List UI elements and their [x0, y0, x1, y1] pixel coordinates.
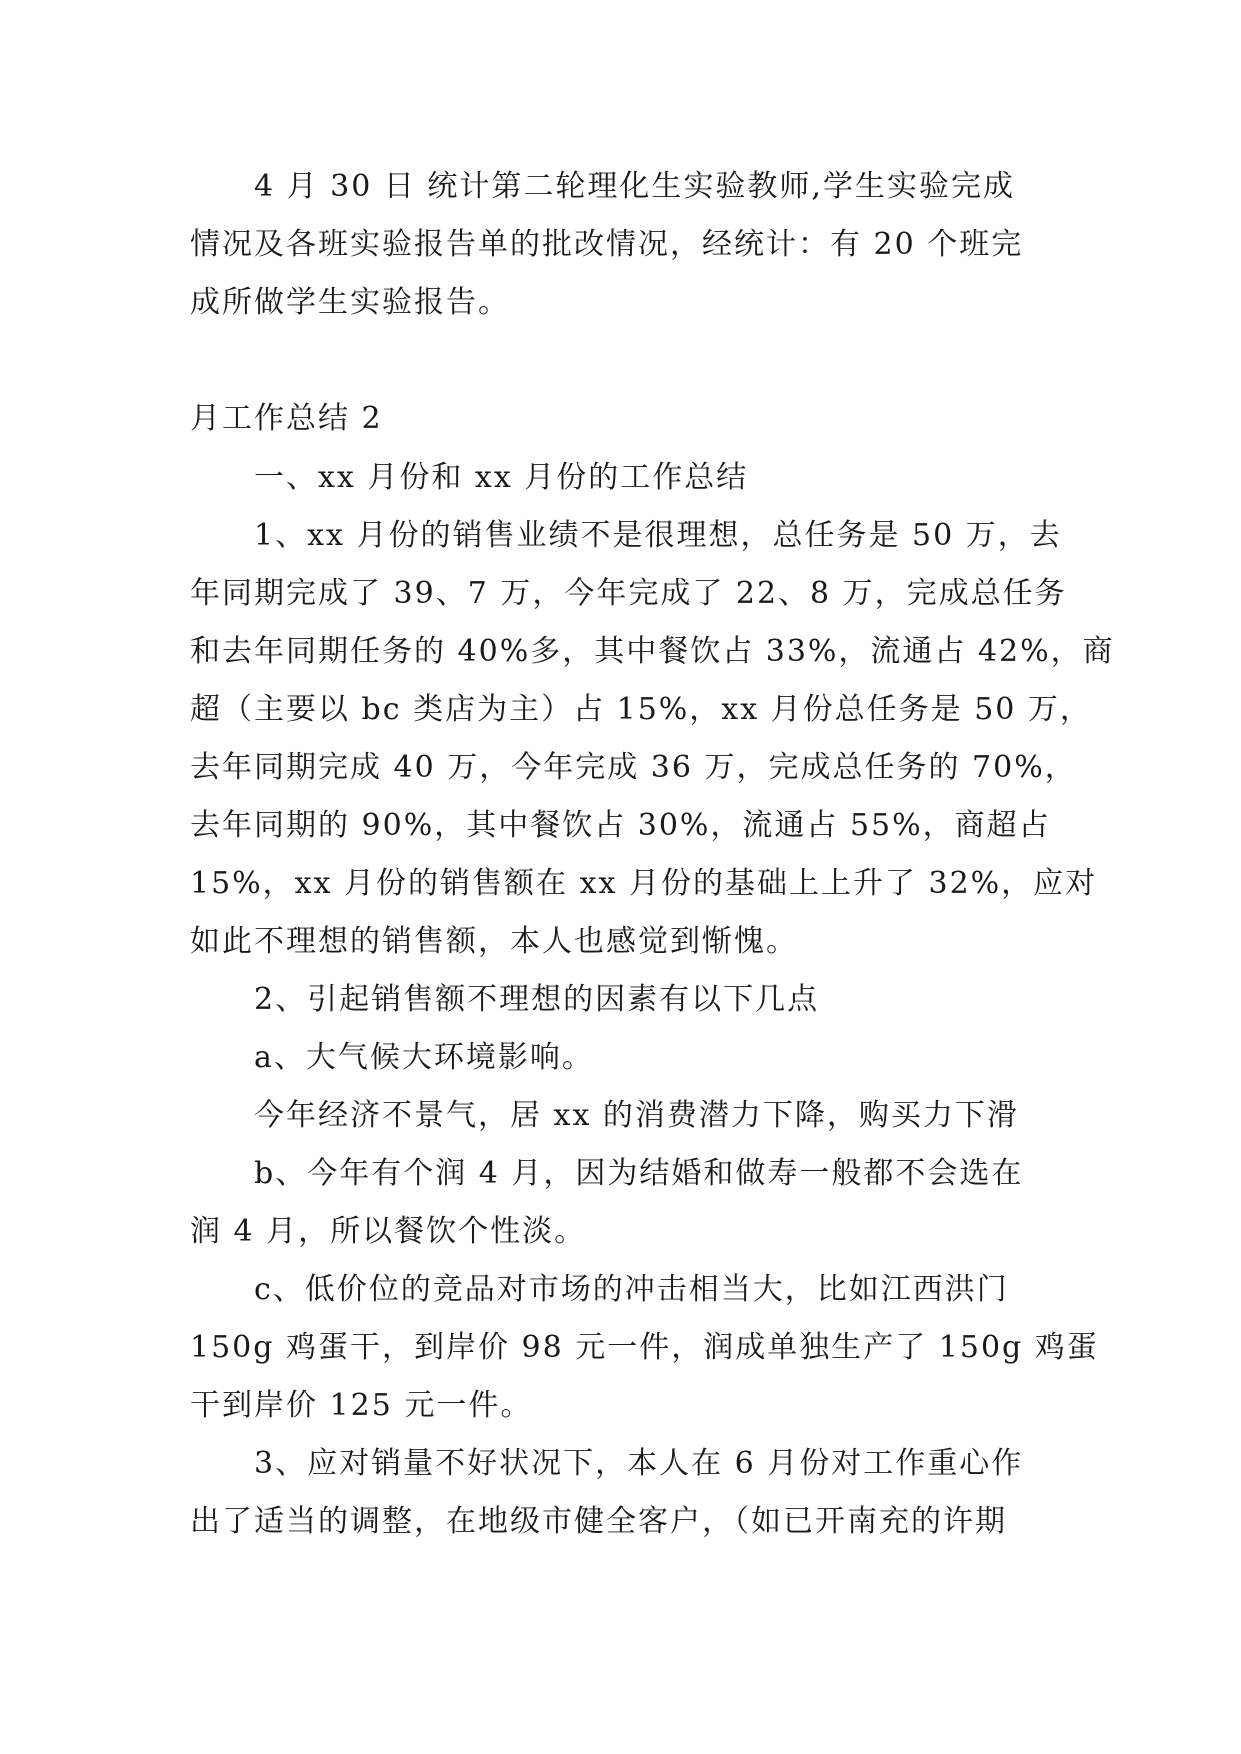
text-line: 4 月 30 日 统计第二轮理化生实验教师,学生实验完成: [254, 169, 1015, 204]
text-line: b、今年有个润 4 月，因为结婚和做寿一般都不会选在: [254, 1156, 1024, 1191]
text-line: 一、xx 月份和 xx 月份的工作总结: [254, 460, 749, 495]
text-line: 15%，xx 月份的销售额在 xx 月份的基础上上升了 32%，应对: [190, 866, 1098, 901]
text-line: 和去年同期任务的 40%多，其中餐饮占 33%，流通占 42%，商: [190, 634, 1115, 669]
text-line: 如此不理想的销售额，本人也感觉到惭愧。: [190, 924, 798, 959]
text-line: c、低价位的竞品对市场的冲击相当大，比如江西洪门: [254, 1272, 1009, 1307]
text-line: 150g 鸡蛋干，到岸价 98 元一件，润成单独生产了 150g 鸡蛋: [190, 1330, 1099, 1365]
text-line: 润 4 月，所以餐饮个性淡。: [190, 1214, 587, 1249]
text-line: 情况及各班实验报告单的批改情况，经统计：有 20 个班完: [190, 227, 1024, 262]
intro-paragraph: [190, 158, 1060, 332]
text-line: 出了适当的调整，在地级市健全客户，（如已开南充的许期: [190, 1504, 1007, 1539]
text-line: 3、应对销量不好状况下，本人在 6 月份对工作重心作: [254, 1446, 1024, 1481]
text-line: 2、引起销售额不理想的因素有以下几点: [254, 982, 820, 1017]
section-title-block: [190, 390, 1060, 448]
section-title: 月工作总结 2: [190, 401, 383, 436]
text-line: 超（主要以 bc 类店为主）占 15%，xx 月份总任务是 50 万，: [190, 692, 1092, 727]
text-line: 1、xx 月份的销售业绩不是很理想，总任务是 50 万，去: [254, 518, 1062, 553]
body-text: [190, 449, 1115, 1551]
text-line: 干到岸价 125 元一件。: [190, 1388, 533, 1423]
text-line: 年同期完成了 39、7 万，今年完成了 22、8 万，完成总任务: [190, 576, 1067, 611]
text-line: a、大气候大环境影响。: [254, 1040, 594, 1075]
text-line: 今年经济不景气，居 xx 的消费潜力下降，购买力下滑: [254, 1098, 1019, 1133]
text-line: 去年同期完成 40 万，今年完成 36 万，完成总任务的 70%，: [190, 750, 1077, 785]
text-line: 去年同期的 90%，其中餐饮占 30%，流通占 55%，商超占: [190, 808, 1051, 843]
text-line: 成所做学生实验报告。: [190, 285, 510, 320]
